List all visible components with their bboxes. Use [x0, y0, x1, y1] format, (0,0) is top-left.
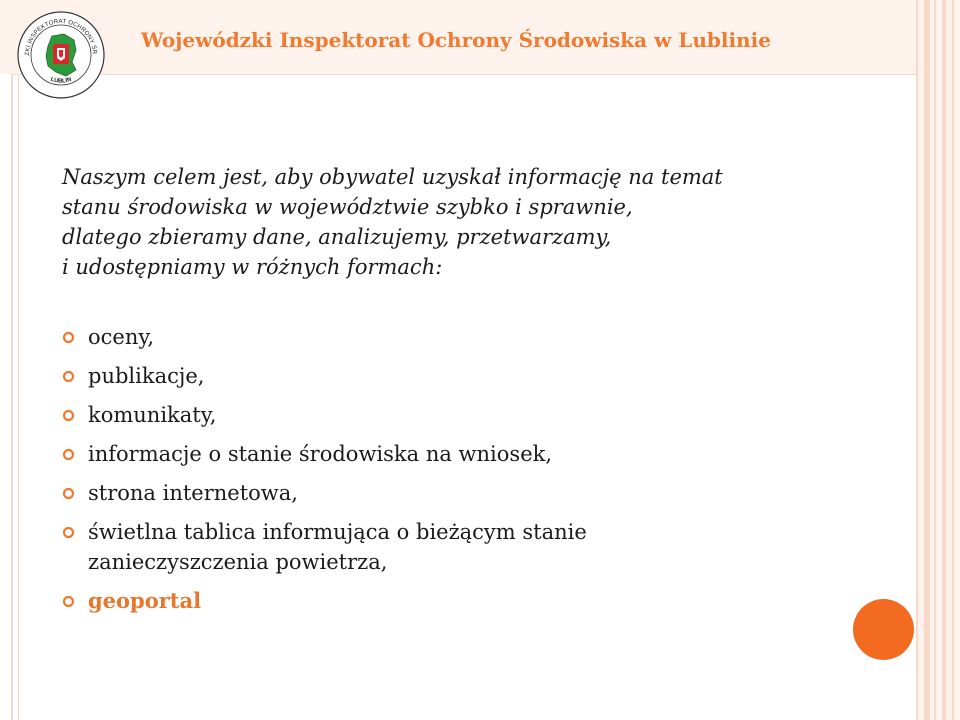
list-item-text: publikacje,	[88, 364, 205, 388]
left-frame-line	[11, 74, 13, 720]
forms-list	[62, 322, 882, 625]
left-frame-line-inner	[18, 74, 19, 720]
right-stripe	[942, 0, 946, 720]
list-item-text: komunikaty,	[88, 403, 217, 427]
right-stripe	[916, 0, 918, 720]
circle-bullet-icon	[62, 487, 75, 500]
intro-line: stanu środowiska w województwie szybko i sprawnie,	[62, 195, 633, 219]
right-stripe	[924, 0, 930, 720]
svg-text:WOJEWÓDZKI INSPEKTORAT OCHRONY: ZKI INSPEKTORAT OCHRONY ŚR	[24, 18, 98, 56]
list-item	[62, 361, 882, 391]
list-item	[62, 439, 882, 469]
intro-line: dlatego zbieramy dane, analizujemy, przetwarzamy,	[62, 225, 612, 249]
intro-paragraph	[62, 162, 862, 282]
circle-bullet-icon	[62, 409, 75, 422]
list-item-text-continued: zanieczyszczenia powietrza,	[88, 550, 388, 574]
header-divider	[11, 74, 916, 75]
list-item-text: informacje o stanie środowiska na wniosek,	[88, 442, 553, 466]
intro-line: i udostępniamy w różnych formach:	[62, 255, 443, 279]
page-title: Wojewódzki Inspektorat Ochrony Środowiska w Lublinie	[141, 28, 771, 52]
list-item	[62, 586, 882, 616]
list-item	[62, 322, 882, 352]
list-item-text: oceny,	[88, 325, 155, 349]
circle-bullet-icon	[62, 526, 75, 539]
decorative-orange-circle	[853, 599, 914, 660]
intro-line: Naszym celem jest, aby obywatel uzyskał informację na temat	[62, 165, 723, 189]
circle-bullet-icon	[62, 370, 75, 383]
right-stripe	[952, 0, 954, 720]
list-item-text: strona internetowa,	[88, 481, 298, 505]
list-item	[62, 478, 882, 508]
voivodeship-map-emblem-icon	[16, 10, 106, 100]
list-item-text: świetlna tablica informująca o bieżącym stanie	[88, 520, 587, 544]
list-item	[62, 400, 882, 430]
circle-bullet-icon	[62, 331, 75, 344]
wios-logo	[16, 10, 106, 100]
circle-bullet-icon	[62, 448, 75, 461]
list-item	[62, 517, 882, 577]
right-stripe	[934, 0, 936, 720]
geoportal-link[interactable]: geoportal	[88, 588, 202, 613]
svg-text:LUBLIN: LUBLIN	[49, 76, 73, 85]
circle-bullet-icon	[62, 595, 75, 608]
